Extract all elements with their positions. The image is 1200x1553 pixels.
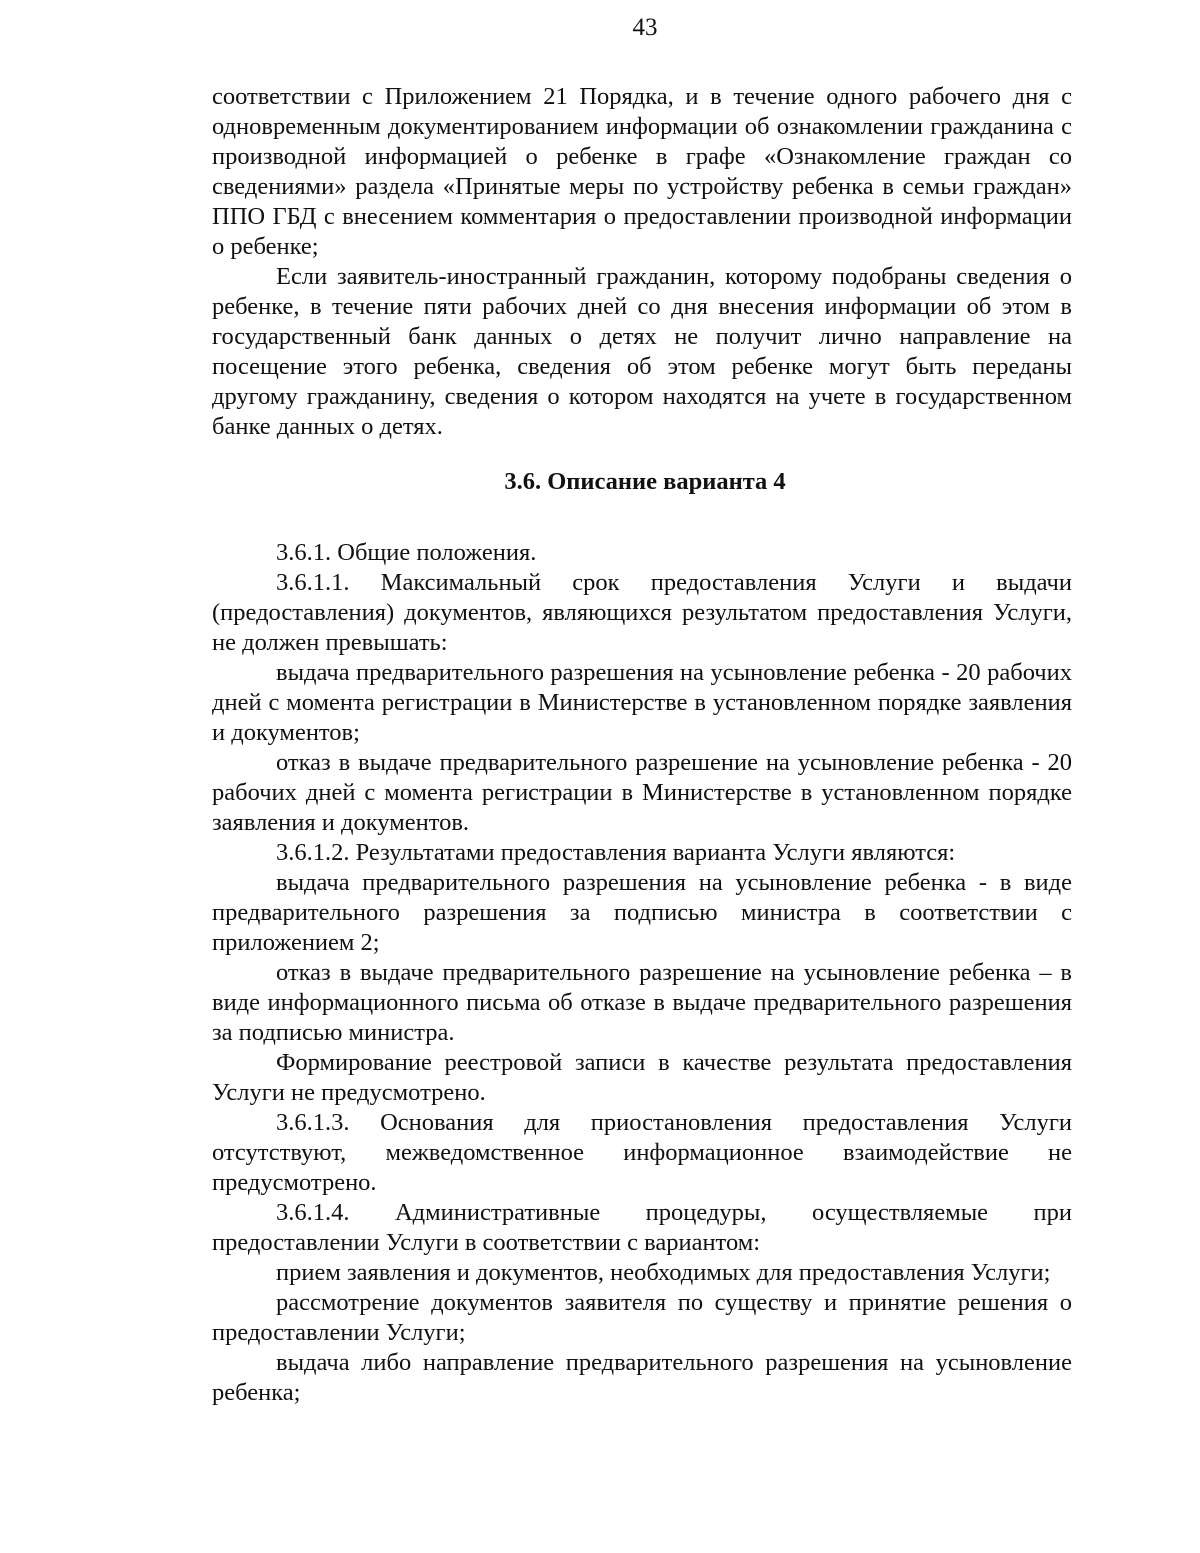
paragraph: 3.6.1.3. Основания для приостановления предоставления Услуги отсутствуют, межведомственное информационное взаимодействие не предусмотрено. xyxy=(212,1109,1072,1196)
paragraph: 3.6.1. Общие положения. xyxy=(276,539,537,566)
paragraph: Формирование реестровой записи в качестве результата предоставления Услуги не предусмотрено. xyxy=(212,1049,1072,1106)
paragraph: выдача предварительного разрешения на усыновление ребенка - в виде предварительного разрешения за подписью министра в соответствии с приложением 2; xyxy=(212,869,1072,956)
paragraph: выдача предварительного разрешения на усыновление ребенка - 20 рабочих дней с момента регистрации в Министерстве в установленном порядке заявления и документов; xyxy=(212,659,1072,746)
paragraph: Если заявитель-иностранный гражданин, которому подобраны сведения о ребенке, в течение пяти рабочих дней со дня внесения информации об этом в государственный банк данных о детях не получит лично направление на посещение этого ребенка, сведения об этом ребенке могут быть переданы другому гражданину, сведения о котором находятся на учете в государственном банке данных о детях. xyxy=(212,263,1072,440)
paragraph: рассмотрение документов заявителя по существу и принятие решения о предоставлении Услуги; xyxy=(212,1289,1072,1346)
paragraph: соответствии с Приложением 21 Порядка, и в течение одного рабочего дня с одновременным документированием информации об ознакомлении гражданина с производной информацией о ребенке в графе «Ознакомление граждан со сведениями» раздела «Принятые меры по устройству ребенка в семьи граждан» ППО ГБД с внесением комментария о предоставлении производной информации о ребенке; xyxy=(212,83,1072,260)
section-heading: 3.6. Описание варианта 4 xyxy=(504,468,786,495)
paragraph: 3.6.1.2. Результатами предоставления варианта Услуги являются: xyxy=(276,839,956,866)
section-text-block xyxy=(212,538,1072,1408)
paragraph: прием заявления и документов, необходимых для предоставления Услуги; xyxy=(276,1259,1051,1286)
page-number: 43 xyxy=(632,14,658,41)
intro-text-block xyxy=(212,82,1072,442)
paragraph: выдача либо направление предварительного разрешения на усыновление ребенка; xyxy=(212,1349,1072,1406)
paragraph: 3.6.1.1. Максимальный срок предоставления Услуги и выдачи (предоставления) документов, являющихся результатом предоставления Услуги, не должен превышать: xyxy=(212,569,1072,656)
paragraph: 3.6.1.4. Административные процедуры, осуществляемые при предоставлении Услуги в соответствии с вариантом: xyxy=(212,1199,1072,1256)
paragraph: отказ в выдаче предварительного разрешение на усыновление ребенка – в виде информационного письма об отказе в выдаче предварительного разрешения за подписью министра. xyxy=(212,959,1072,1046)
paragraph: отказ в выдаче предварительного разрешение на усыновление ребенка - 20 рабочих дней с момента регистрации в Министерстве в установленном порядке заявления и документов. xyxy=(212,749,1072,836)
